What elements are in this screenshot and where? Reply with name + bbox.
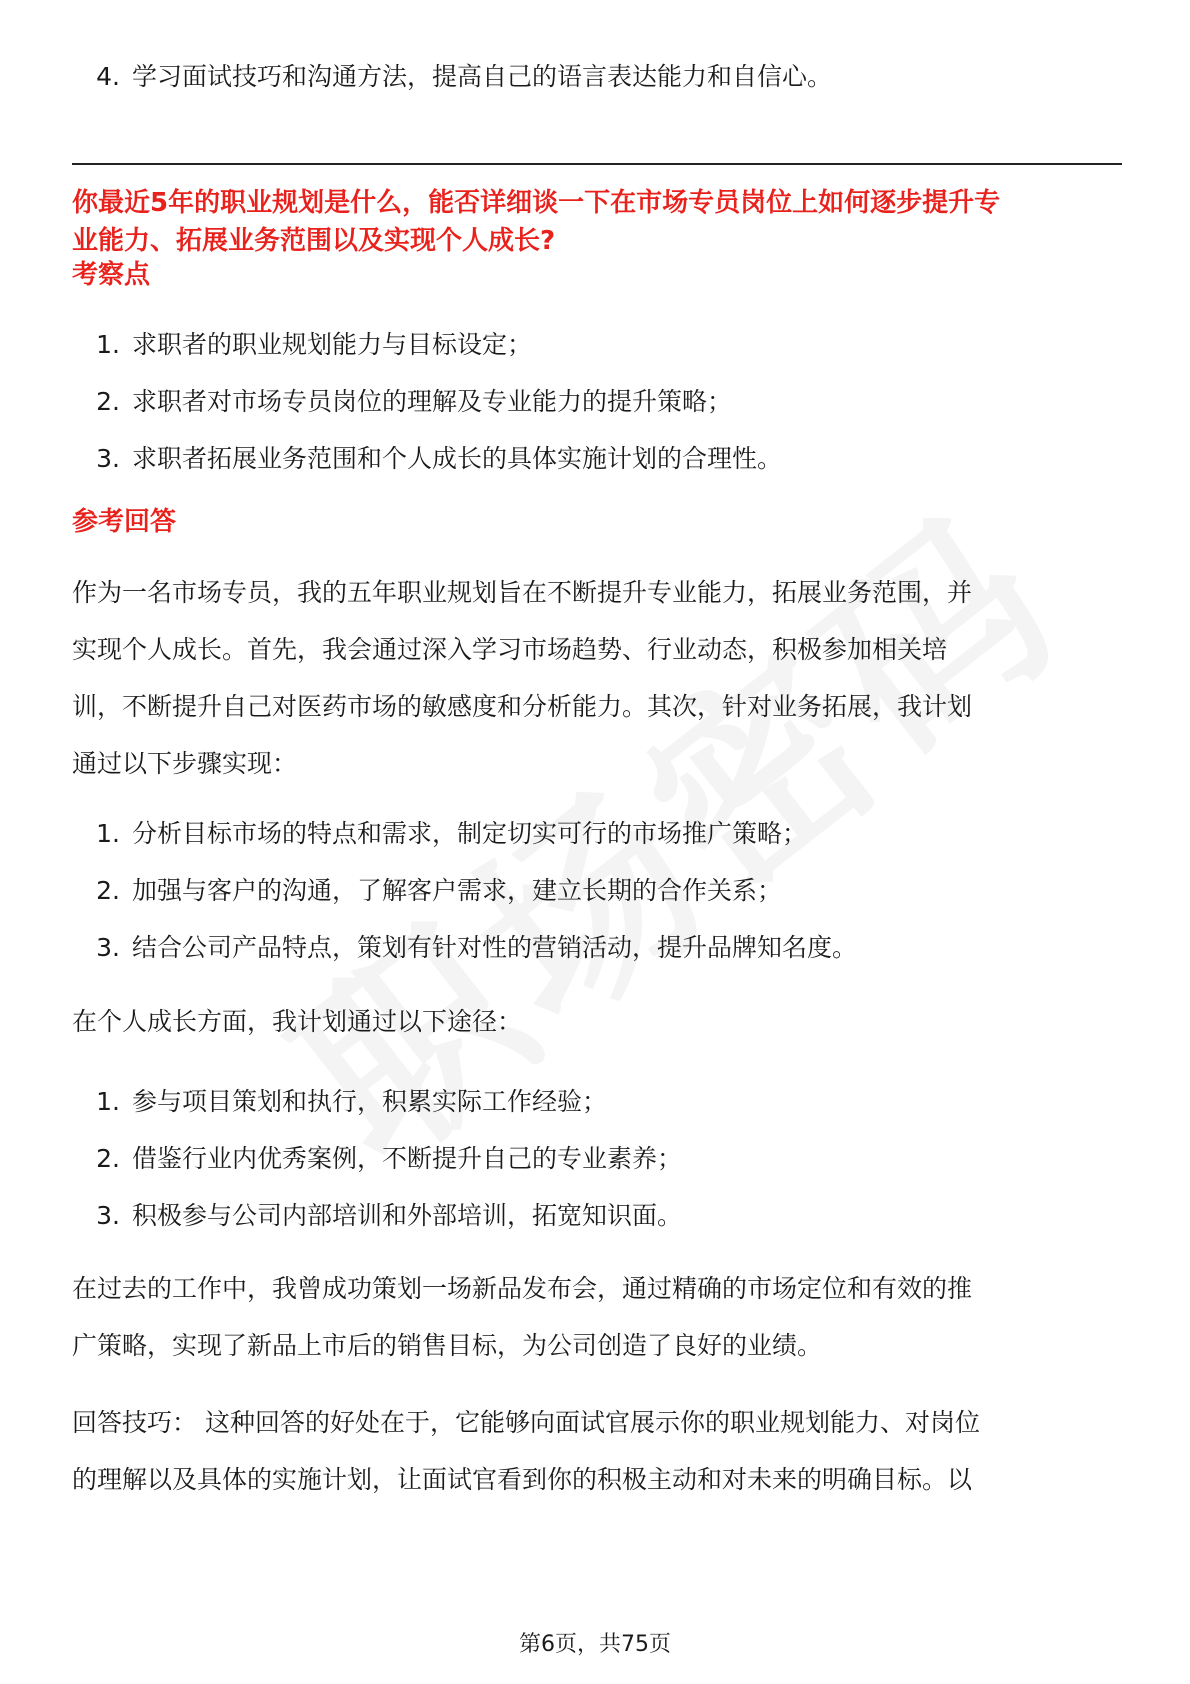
- section-divider: [72, 163, 1122, 165]
- list-text: 积极参与公司内部培训和外部培训，拓宽知识面。: [132, 1201, 683, 1230]
- list-number: 1.: [96, 819, 120, 848]
- list-text: 求职者对市场专员岗位的理解及专业能力的提升策略；: [132, 387, 733, 416]
- paragraph-line: 作为一名市场专员，我的五年职业规划旨在不断提升专业能力，拓展业务范围，并: [72, 578, 973, 607]
- list-number: 2.: [96, 876, 120, 905]
- list-item: [72, 1187, 682, 1244]
- answer-paragraph: [72, 564, 1132, 792]
- question-line: 你最近5年的职业规划是什么，能否详细谈一下在市场专员岗位上如何逐步提升专: [72, 188, 1001, 218]
- paragraph-line: 实现个人成长。首先，我会通过深入学习市场趋势、行业动态，积极参加相关培: [72, 635, 948, 664]
- list-item: [72, 862, 857, 919]
- list-number: 1.: [96, 1087, 120, 1116]
- list-text: 学习面试技巧和沟通方法，提高自己的语言表达能力和自信心。: [132, 62, 833, 91]
- list-number: 3.: [96, 444, 120, 473]
- experience-paragraph: [72, 1260, 1132, 1374]
- answer-title: 参考回答: [72, 507, 177, 537]
- list-number: 2.: [96, 1144, 120, 1173]
- tips-paragraph: [72, 1394, 1132, 1508]
- question-heading: [72, 184, 1132, 260]
- business-steps-list: [72, 805, 857, 976]
- list-text: 求职者拓展业务范围和个人成长的具体实施计划的合理性。: [132, 444, 783, 473]
- growth-list: [72, 1073, 682, 1244]
- growth-intro-paragraph: [72, 993, 1132, 1050]
- list-item: [72, 805, 857, 862]
- paragraph-line: 的理解以及具体的实施计划，让面试官看到你的积极主动和对未来的明确目标。以: [72, 1465, 973, 1494]
- kaocha-list: [72, 316, 782, 487]
- list-number: 3.: [96, 933, 120, 962]
- list-text: 借鉴行业内优秀案例，不断提升自己的专业素养；: [132, 1144, 683, 1173]
- list-text: 求职者的职业规划能力与目标设定；: [132, 330, 533, 359]
- paragraph-line: 广策略，实现了新品上市后的销售目标，为公司创造了良好的业绩。: [72, 1331, 823, 1360]
- list-text: 参与项目策划和执行，积累实际工作经验；: [132, 1087, 608, 1116]
- paragraph-line: 在个人成长方面，我计划通过以下途径：: [72, 1007, 523, 1036]
- list-item: [72, 1130, 682, 1187]
- list-item: [72, 316, 782, 373]
- list-item: [72, 48, 832, 105]
- list-text: 加强与客户的沟通，了解客户需求，建立长期的合作关系；: [132, 876, 783, 905]
- paragraph-line: 通过以下步骤实现：: [72, 749, 298, 778]
- question-line: 业能力、拓展业务范围以及实现个人成长?: [72, 226, 556, 256]
- list-text: 结合公司产品特点，策划有针对性的营销活动，提升品牌知名度。: [132, 933, 858, 962]
- list-number: 2.: [96, 387, 120, 416]
- list-text: 分析目标市场的特点和需求，制定切实可行的市场推广策略；: [132, 819, 808, 848]
- list-item: [72, 919, 857, 976]
- previous-list: [72, 48, 832, 105]
- kaocha-title: 考察点: [72, 260, 151, 290]
- list-number: 1.: [96, 330, 120, 359]
- list-item: [72, 373, 782, 430]
- page-number: 第6页，共75页: [519, 1632, 671, 1657]
- list-item: [72, 430, 782, 487]
- paragraph-line: 回答技巧： 这种回答的好处在于，它能够向面试官展示你的职业规划能力、对岗位: [72, 1408, 980, 1437]
- paragraph-line: 在过去的工作中，我曾成功策划一场新品发布会，通过精确的市场定位和有效的推: [72, 1274, 973, 1303]
- list-item: [72, 1073, 682, 1130]
- list-number: 3.: [96, 1201, 120, 1230]
- paragraph-line: 训，不断提升自己对医药市场的敏感度和分析能力。其次，针对业务拓展，我计划: [72, 692, 973, 721]
- list-number: 4.: [96, 62, 120, 91]
